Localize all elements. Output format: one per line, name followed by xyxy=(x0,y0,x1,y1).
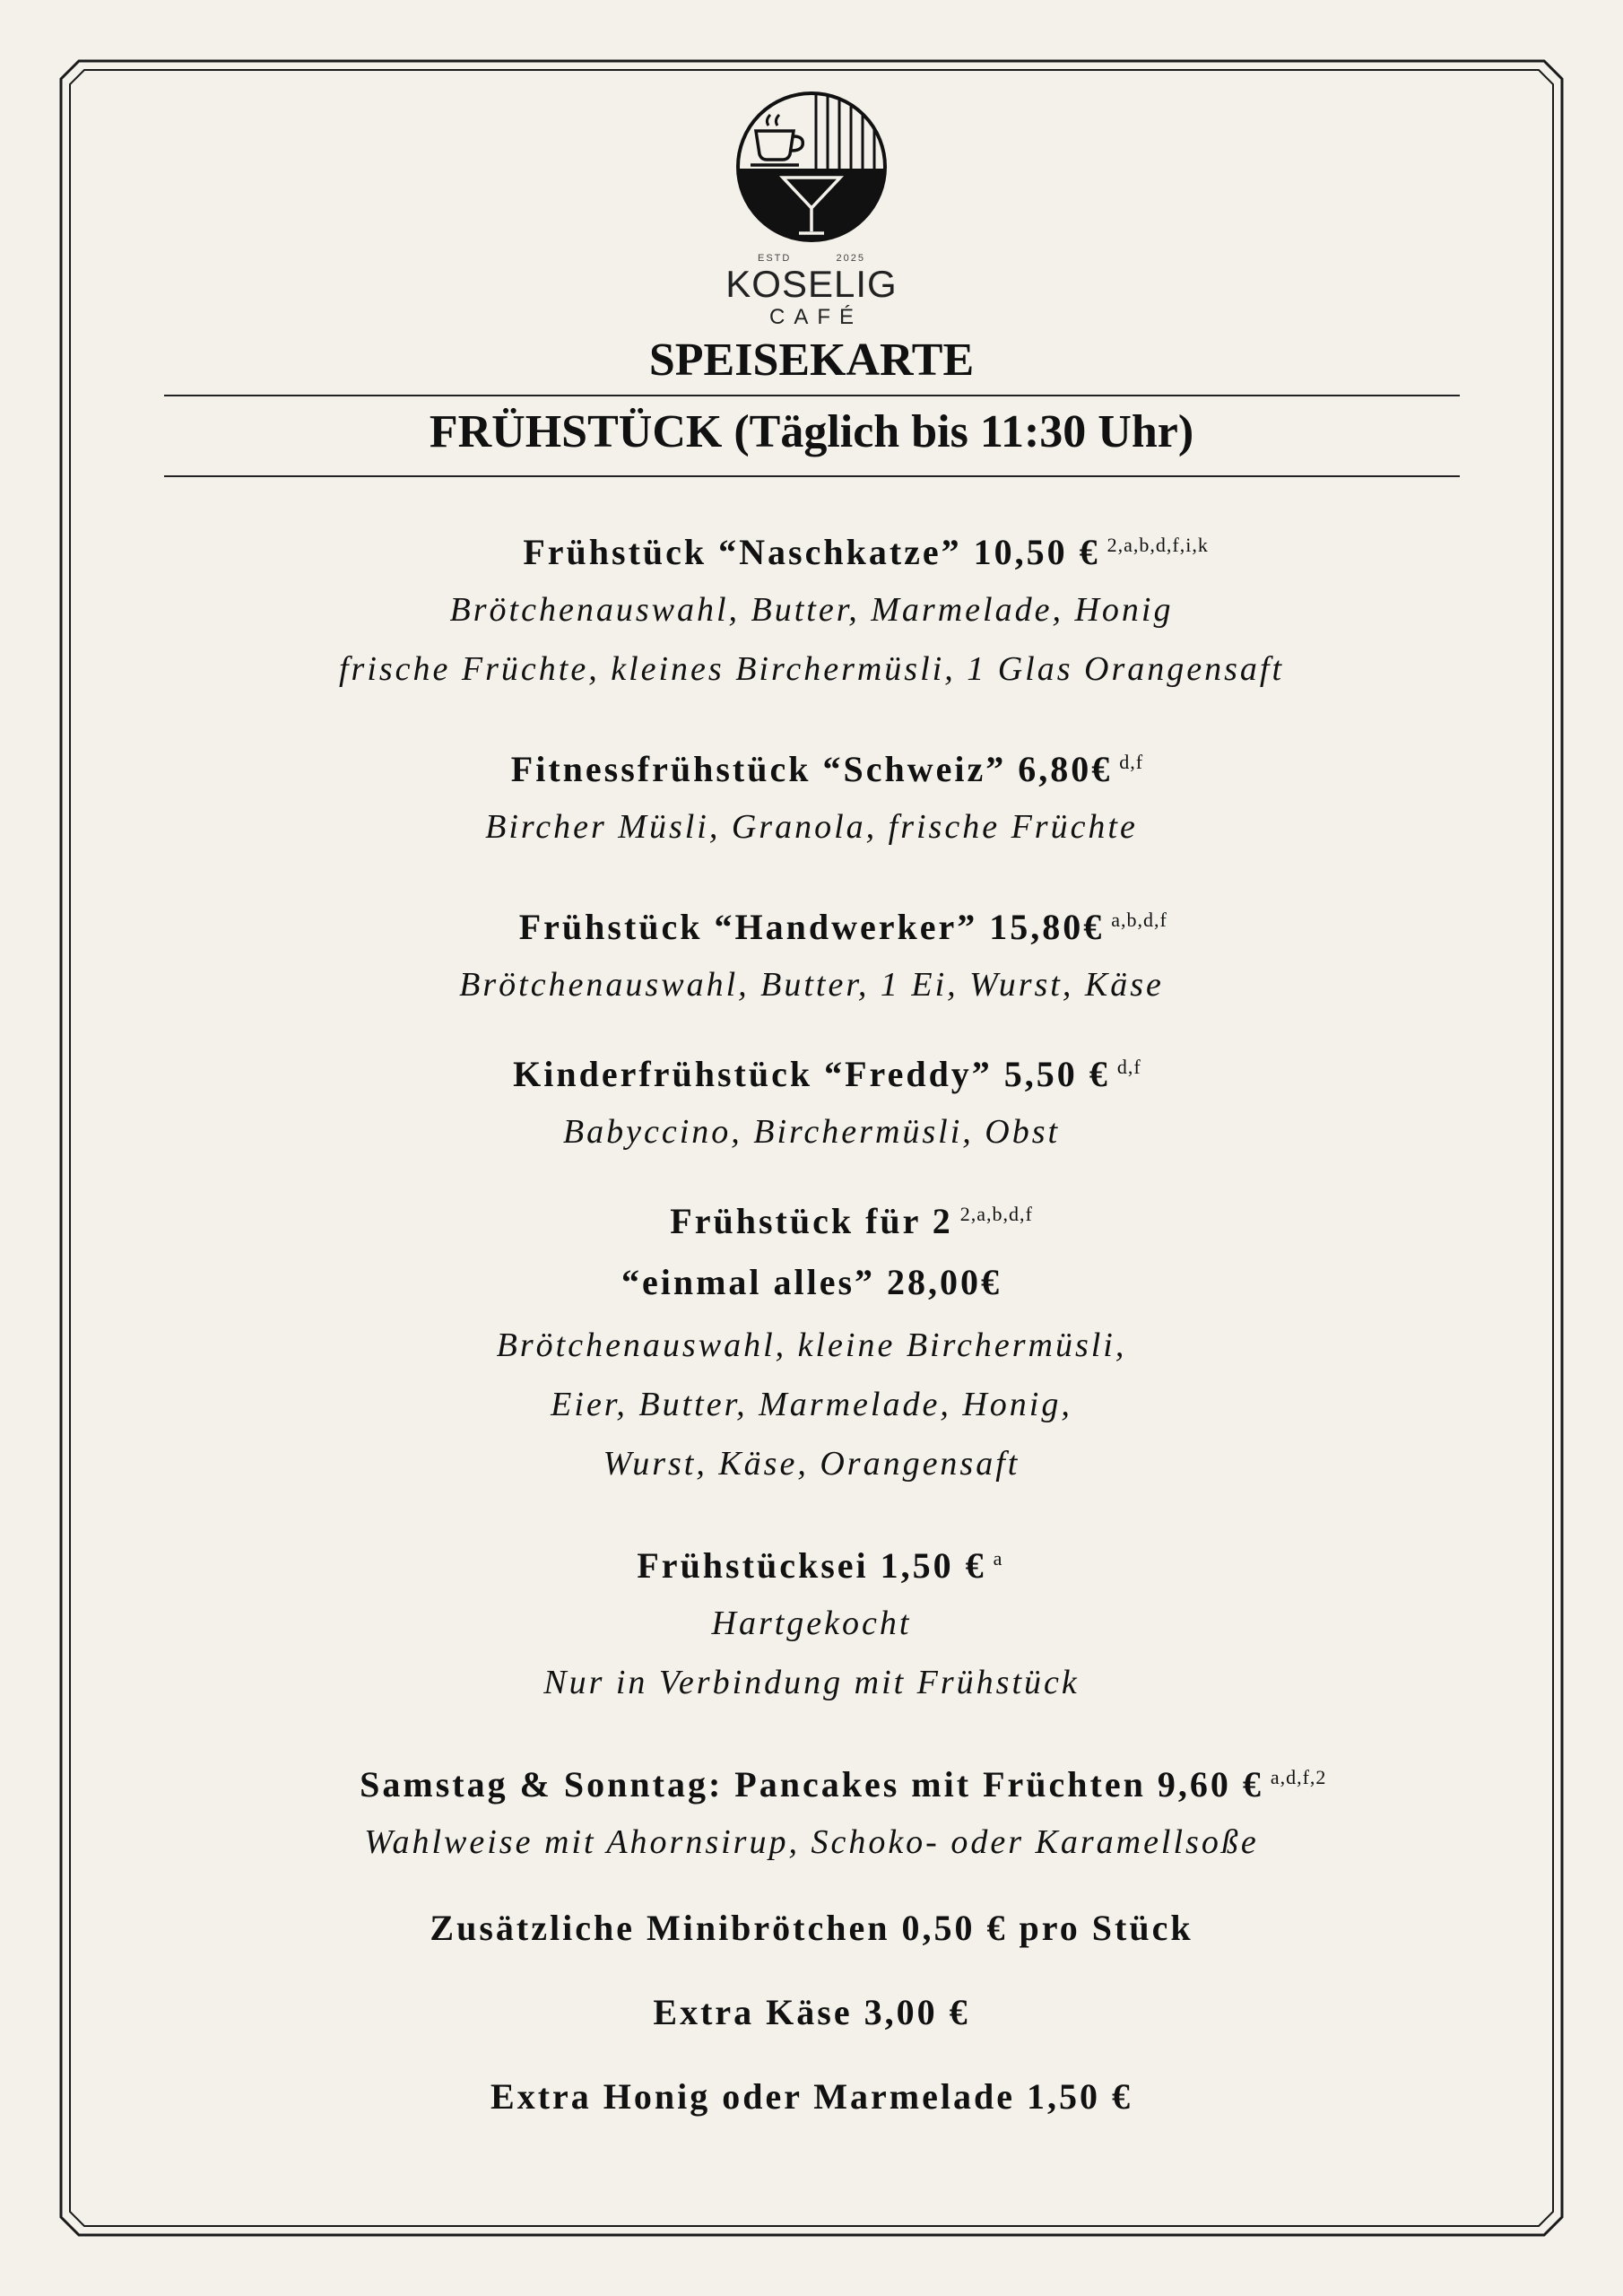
extra-item xyxy=(0,2069,1623,2125)
menu-item-allergens: 2,a,b,d,f xyxy=(959,1203,1033,1225)
menu-item-title: Samstag & Sonntag: Pancakes mit Früchten 9,60 € xyxy=(360,1764,1263,1805)
menu-item-allergens: 2,a,b,d,f,i,k xyxy=(1107,534,1209,556)
menu-item-allergens: a xyxy=(993,1547,1003,1570)
menu-items xyxy=(0,525,1623,2125)
cafe-logo xyxy=(0,88,1623,330)
menu-item-description: Eier, Butter, Marmelade, Honig, xyxy=(551,1386,1072,1423)
menu-item xyxy=(0,1757,1623,1872)
menu-item xyxy=(0,525,1623,699)
menu-item-title: Fitnessfrühstück “Schweiz” 6,80€ xyxy=(510,749,1113,789)
extra-item-title: Zusätzliche Minibrötchen 0,50 € pro Stück xyxy=(430,1908,1193,1948)
menu-item-description: Nur in Verbindung mit Frühstück xyxy=(543,1664,1080,1701)
menu-item xyxy=(0,1194,1623,1493)
menu-item-description: Wurst, Käse, Orangensaft xyxy=(603,1445,1020,1483)
menu-item-title: Frühstück “Naschkatze” 10,50 € xyxy=(523,532,1100,572)
menu-item-allergens: a,b,d,f xyxy=(1111,909,1167,931)
menu-item xyxy=(0,1538,1623,1712)
menu-item-description: Wahlweise mit Ahornsirup, Schoko- oder Karamellsoße xyxy=(364,1823,1259,1861)
menu-item-allergens: d,f xyxy=(1119,751,1144,773)
menu-item-allergens: d,f xyxy=(1116,1056,1141,1078)
extra-item xyxy=(0,1985,1623,2040)
menu-item-description: frische Früchte, kleines Birchermüsli, 1 Glas Orangensaft xyxy=(338,650,1285,688)
logo-brand-subname: CAFÉ xyxy=(768,305,863,329)
menu-item-title: Frühstück “Handwerker” 15,80€ xyxy=(518,907,1105,947)
menu-item-description: Brötchenauswahl, kleine Birchermüsli, xyxy=(496,1326,1127,1364)
menu-item-description: Bircher Müsli, Granola, frische Früchte xyxy=(485,808,1138,846)
logo-year: 2025 xyxy=(836,253,865,264)
logo-brand-name: KOSELIG xyxy=(725,263,898,305)
extra-item-title: Extra Honig oder Marmelade 1,50 € xyxy=(490,2076,1133,2117)
menu-item-description: Brötchenauswahl, Butter, 1 Ei, Wurst, Käse xyxy=(459,966,1164,1004)
menu-item-allergens: a,d,f,2 xyxy=(1270,1766,1327,1788)
extra-item xyxy=(0,1900,1623,1956)
menu-item xyxy=(0,900,1623,1014)
cafe-logo-emblem-icon xyxy=(731,88,892,249)
section-title: FRÜHSTÜCK (Täglich bis 11:30 Uhr) xyxy=(429,406,1194,457)
menu-item-description: Hartgekocht xyxy=(711,1605,912,1642)
extra-item-title: Extra Käse 3,00 € xyxy=(653,1992,970,2032)
menu-item-title: Frühstück für 2 xyxy=(670,1201,953,1241)
menu-item xyxy=(0,1047,1623,1161)
menu-item-description: Brötchenauswahl, Butter, Marmelade, Honig xyxy=(449,591,1174,629)
menu-item-title: Kinderfrühstück “Freddy” 5,50 € xyxy=(513,1054,1110,1094)
menu-item-title-line-2: “einmal alles” 28,00€ xyxy=(621,1262,1002,1302)
logo-estd-label: ESTD xyxy=(758,253,792,264)
menu-item xyxy=(0,742,1623,857)
page-title: SPEISEKARTE xyxy=(648,335,975,386)
menu-item-title: Frühstücksei 1,50 € xyxy=(637,1545,986,1586)
title-divider-bottom xyxy=(164,475,1460,477)
menu-item-description: Babyccino, Birchermüsli, Obst xyxy=(562,1113,1061,1151)
title-divider-top xyxy=(164,395,1460,396)
